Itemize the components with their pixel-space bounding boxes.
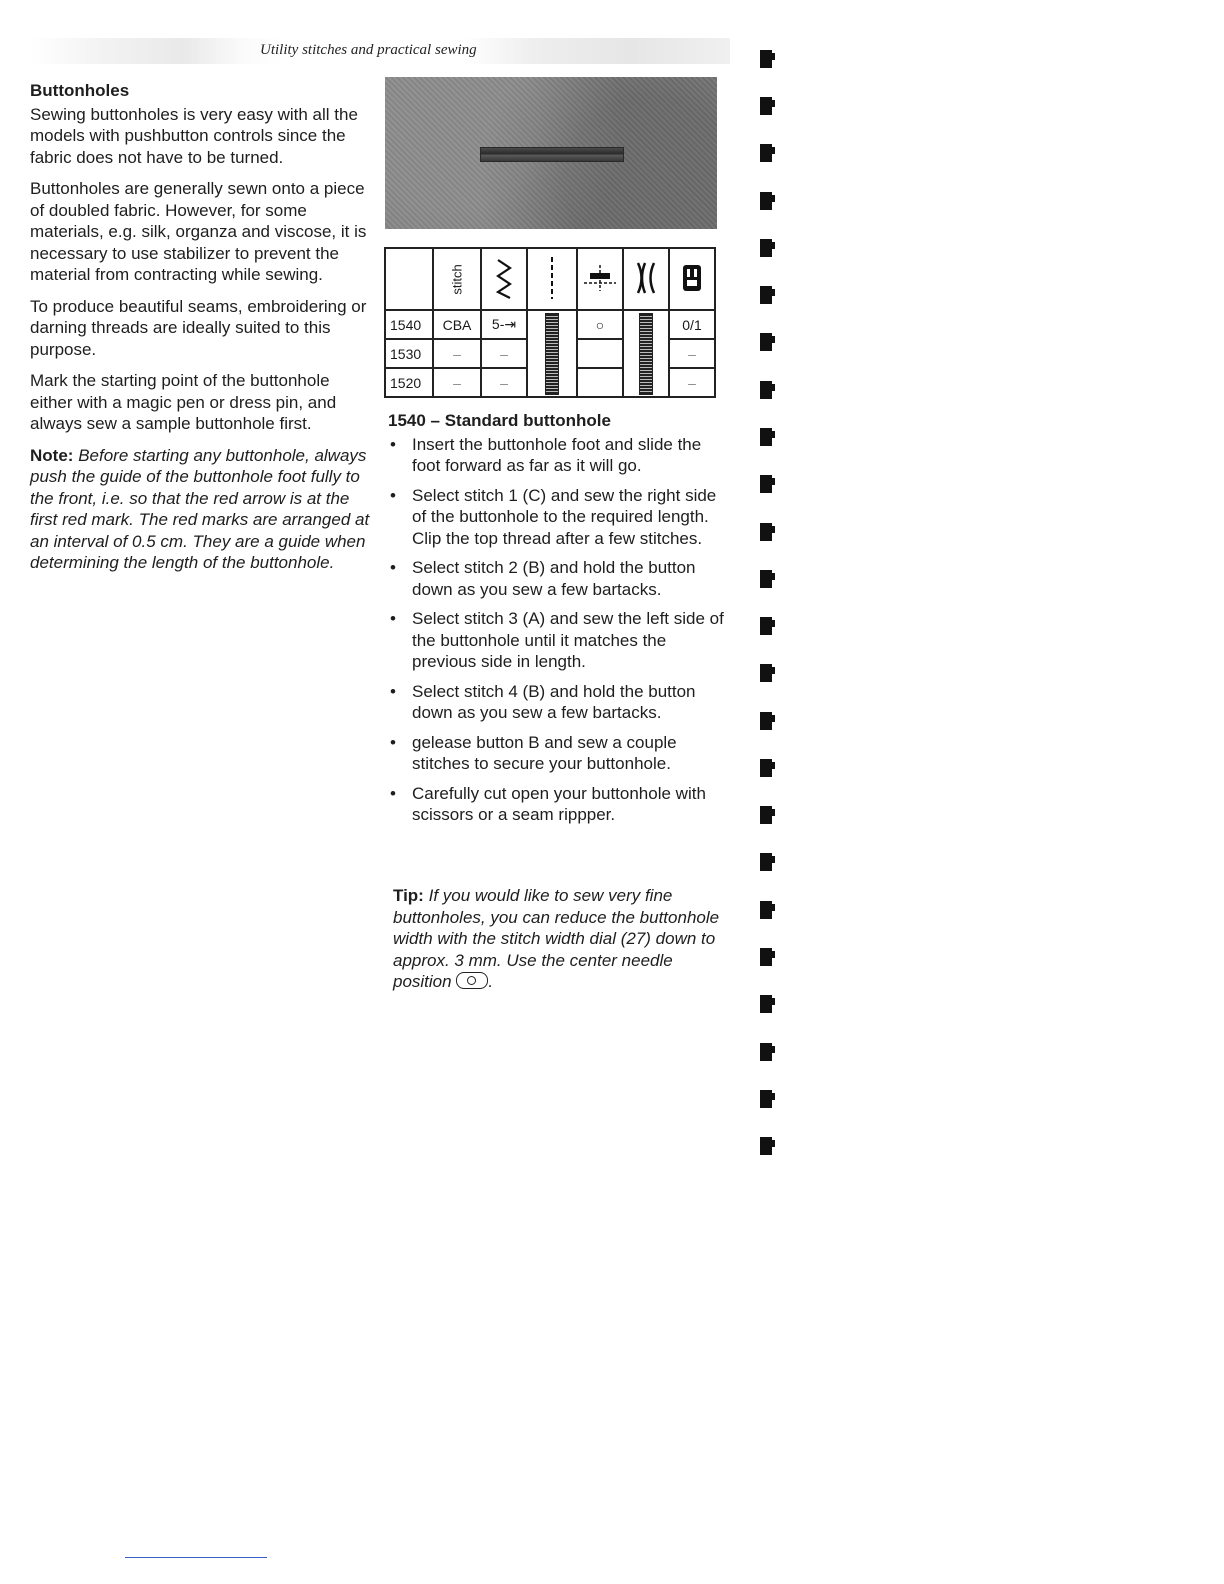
note-label: Note: — [30, 445, 74, 465]
feed-dog-icon — [623, 248, 669, 310]
buttonhole-symbol — [639, 313, 653, 395]
stitch-cell: CBA — [433, 310, 481, 339]
left-column — [30, 80, 370, 584]
table-header-stitch: stitch — [433, 248, 481, 310]
margin-tab-mark — [760, 948, 772, 966]
margin-tab-mark — [760, 50, 772, 68]
margin-tab-mark — [760, 712, 772, 730]
feed-symbol-cell — [623, 310, 669, 397]
center-needle-icon — [456, 972, 488, 989]
bottom-link-underline — [125, 1557, 267, 1558]
list-item: • Select stitch 1 (C) and sew the right side of the buttonhole to the required length. Clip the top thread after a few stitches. — [388, 485, 728, 550]
margin-tab-mark — [760, 192, 772, 210]
margin-tab-mark — [760, 617, 772, 635]
tip-text: If you would like to sew very fine buttonholes, you can reduce the buttonhole width with the stitch width dial (27) down to approx. 3 mm. Use the center needle position — [393, 886, 720, 991]
note-text: Before starting any buttonhole, always push the guide of the buttonhole foot fully to the front, i.e. so that the red arrow is at the first red mark. The red marks are arranged at an interval of 0.5 cm. They are a guide when determining the length of the buttonhole. — [30, 445, 370, 572]
section-heading: 1540 – Standard buttonhole — [388, 411, 611, 430]
steps-list — [388, 434, 728, 826]
stitch-width-icon — [527, 248, 577, 310]
margin-tab-mark — [760, 97, 772, 115]
list-item: • Select stitch 2 (B) and hold the button down as you sew a few bartacks. — [388, 557, 728, 600]
buttonhole-symbol-cell — [527, 310, 577, 397]
note — [30, 445, 370, 574]
presser-foot-icon — [669, 248, 715, 310]
model-cell: 1540 — [385, 310, 433, 339]
table-header-model — [385, 248, 433, 310]
margin-tab-mark — [760, 995, 772, 1013]
margin-tab-mark — [760, 286, 772, 304]
margin-tab-mark — [760, 853, 772, 871]
stitch-length-icon — [481, 248, 527, 310]
paragraph: Mark the starting point of the buttonhole either with a magic pen or dress pin, and always sew a sample buttonhole first. — [30, 371, 337, 433]
stitch-cell: – — [433, 339, 481, 368]
table-header-row — [385, 248, 715, 310]
length-cell: – — [481, 368, 527, 397]
needle-cell — [577, 368, 623, 397]
stitch-settings-table — [384, 247, 716, 398]
length-cell: 5-⇥ — [481, 310, 527, 339]
tip — [393, 885, 723, 993]
margin-tab-mark — [760, 333, 772, 351]
foot-cell: 0/1 — [669, 310, 715, 339]
margin-tab-mark — [760, 759, 772, 777]
needle-position-icon — [577, 248, 623, 310]
model-cell: 1530 — [385, 339, 433, 368]
foot-cell: – — [669, 339, 715, 368]
margin-tab-mark — [760, 806, 772, 824]
margin-tab-mark — [760, 523, 772, 541]
foot-cell: – — [669, 368, 715, 397]
buttonhole-photo — [385, 77, 717, 229]
buttonhole-image — [480, 147, 624, 162]
list-item: • gelease button B and sew a couple stitches to secure your buttonhole. — [388, 732, 728, 775]
tip-label: Tip: — [393, 886, 424, 905]
buttonhole-symbol — [545, 313, 559, 395]
section-heading: Buttonholes — [30, 81, 130, 100]
list-item: • Insert the buttonhole foot and slide the foot forward as far as it will go. — [388, 434, 728, 477]
right-column — [388, 410, 728, 834]
page-header-title: Utility stitches and practical sewing — [260, 42, 477, 58]
needle-cell: ○ — [577, 310, 623, 339]
margin-tab-mark — [760, 381, 772, 399]
margin-tab-mark — [760, 664, 772, 682]
stitch-cell: – — [433, 368, 481, 397]
list-item: • Carefully cut open your buttonhole with scissors or a seam rippper. — [388, 783, 728, 826]
table-row — [385, 310, 715, 339]
paragraph: Sewing buttonholes is very easy with all the models with pushbutton controls since the fabric does not have to be turned. — [30, 104, 358, 167]
margin-tab-mark — [760, 1043, 772, 1061]
margin-tab-mark — [760, 475, 772, 493]
tip-end: . — [488, 972, 494, 991]
margin-tab-mark — [760, 239, 772, 257]
margin-tab-mark — [760, 901, 772, 919]
paragraph: To produce beautiful seams, embroidering or darning threads are ideally suited to this purpose. — [30, 296, 367, 359]
model-cell: 1520 — [385, 368, 433, 397]
paragraph: Buttonholes are generally sewn onto a piece of doubled fabric. However, for some materials, e.g. silk, organza and viscose, it is necessary to use stabilizer to prevent the material from contracting while sewing. — [30, 179, 367, 284]
margin-tab-mark — [760, 1090, 772, 1108]
margin-tab-mark — [760, 428, 772, 446]
list-item: • Select stitch 4 (B) and hold the button down as you sew a few bartacks. — [388, 681, 728, 724]
margin-tab-mark — [760, 144, 772, 162]
list-item: • Select stitch 3 (A) and sew the left side of the buttonhole until it matches the previous side in length. — [388, 608, 728, 673]
length-cell: – — [481, 339, 527, 368]
margin-tab-mark — [760, 570, 772, 588]
needle-cell — [577, 339, 623, 368]
margin-tab-mark — [760, 1137, 772, 1155]
